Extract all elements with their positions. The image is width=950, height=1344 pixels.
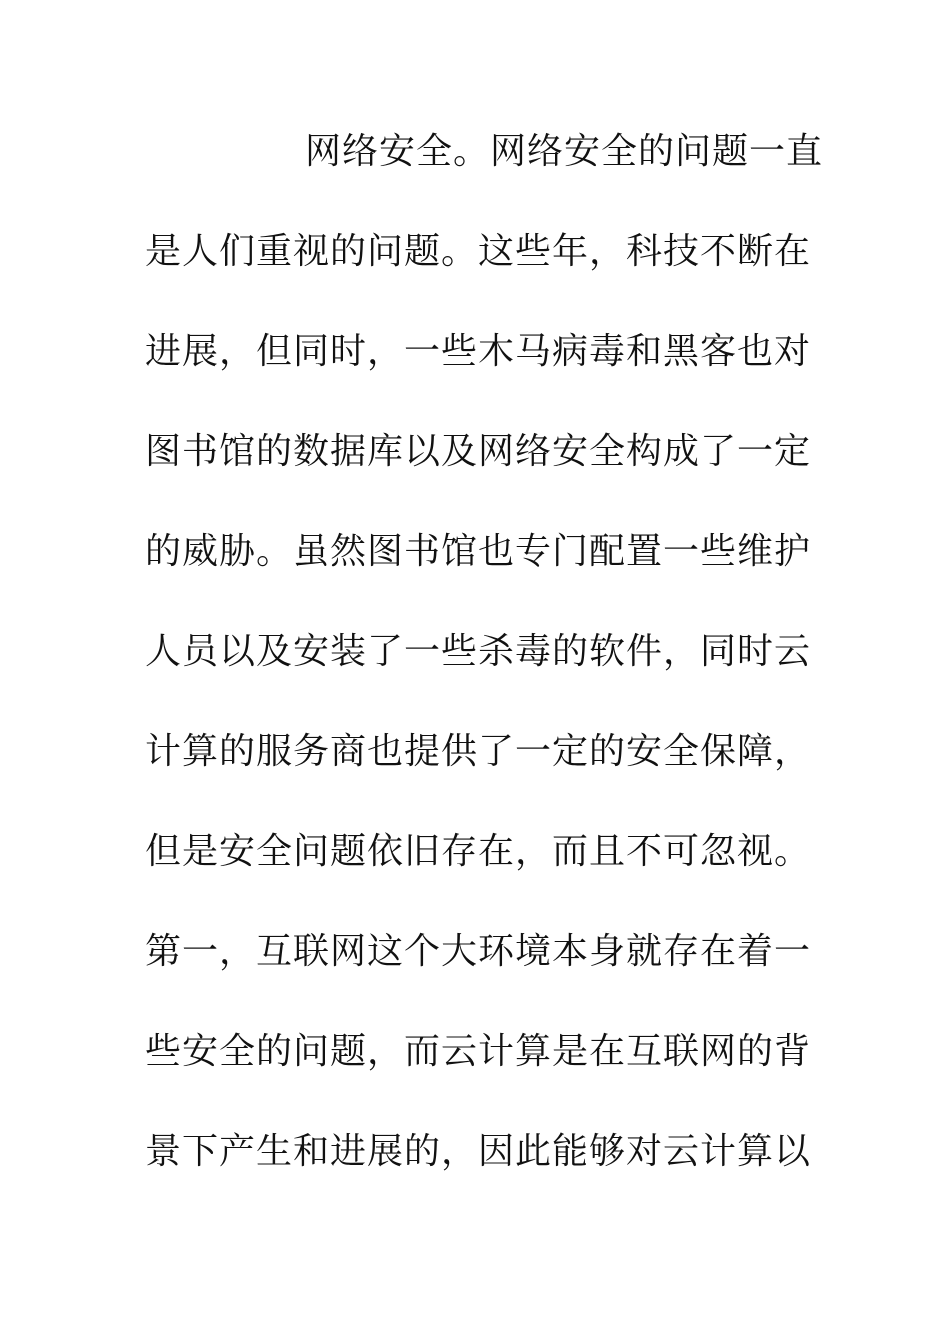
- text-line: 景下产生和进展的，因此能够对云计算以: [145, 1131, 812, 1172]
- text-line: 是人们重视的问题。这些年，科技不断在: [145, 231, 812, 272]
- text-line: 进展，但同时，一些木马病毒和黑客也对: [145, 331, 812, 372]
- text-line: 网络安全。网络安全的问题一直: [305, 131, 824, 172]
- text-line: 人员以及安装了一些杀毒的软件，同时云: [145, 631, 812, 672]
- text-line: 第一，互联网这个大环境本身就存在着一: [145, 931, 812, 972]
- text-line: 的威胁。虽然图书馆也专门配置一些维护: [145, 531, 812, 572]
- text-line: 计算的服务商也提供了一定的安全保障，: [145, 731, 812, 772]
- text-line: 但是安全问题依旧存在，而且不可忽视。: [145, 831, 812, 872]
- text-line: 图书馆的数据库以及网络安全构成了一定: [145, 431, 812, 472]
- body-paragraph: [145, 118, 824, 1218]
- text-line: 些安全的问题，而云计算是在互联网的背: [145, 1031, 812, 1072]
